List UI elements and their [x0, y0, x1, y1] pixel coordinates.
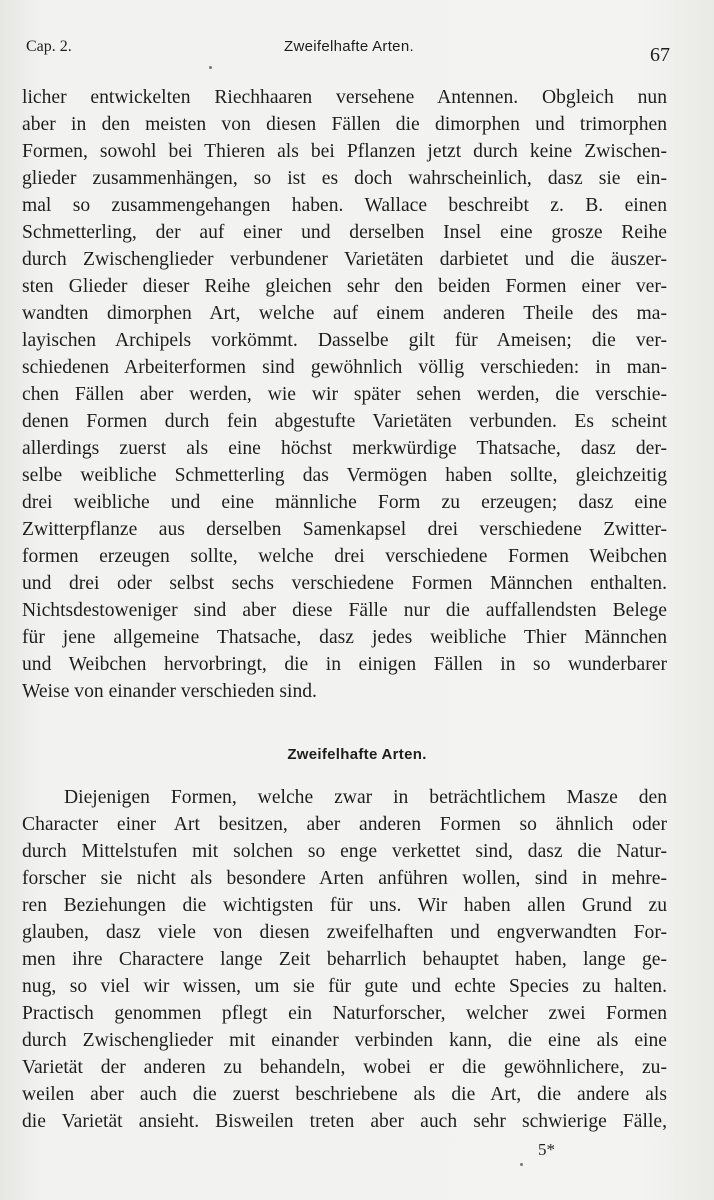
- text-line: Diejenigen Formen, welche zwar in beträchtlichem Masze den: [64, 787, 667, 808]
- paper-speck: [520, 1163, 523, 1166]
- paragraph-2: [22, 784, 667, 1135]
- text-line: glauben, dasz viele von diesen zweifelhaften und engverwandten For-: [22, 922, 667, 943]
- text-line: Practisch genommen pflegt ein Naturforscher, welcher zwei Formen: [22, 1003, 667, 1024]
- text-line: drei weibliche und eine männliche Form zu erzeugen; dasz eine: [22, 492, 667, 513]
- text-line: Schmetterling, der auf einer und derselben Insel eine grosze Reihe: [22, 222, 667, 243]
- text-line: men ihre Charactere lange Zeit beharrlich behauptet haben, lange ge-: [22, 949, 667, 970]
- text-line: layischen Archipels vorkömmt. Dasselbe gilt für Ameisen; die ver-: [22, 330, 667, 351]
- text-line: formen erzeugen sollte, welche drei verschiedene Formen Weibchen: [22, 546, 667, 567]
- paragraph-1: [22, 84, 667, 705]
- text-line: glieder zusammenhängen, so ist es doch wahrscheinlich, dasz sie ein-: [22, 168, 667, 189]
- paper-speck: [209, 66, 212, 69]
- text-line: mal so zusammengehangen haben. Wallace beschreibt z. B. einen: [22, 195, 667, 216]
- section-heading: Zweifelhafte Arten.: [287, 746, 427, 763]
- text-line: Formen, sowohl bei Thieren als bei Pflanzen jetzt durch keine Zwischen-: [22, 141, 667, 162]
- text-line: und drei oder selbst sechs verschiedene Formen Männchen enthalten.: [22, 573, 667, 594]
- text-line: durch Mittelstufen mit solchen so enge verkettet sind, dasz die Natur-: [22, 841, 667, 862]
- text-line: ren Beziehungen die wichtigsten für uns. Wir haben allen Grund zu: [22, 895, 667, 916]
- text-line: und Weibchen hervorbringt, die in einigen Fällen in so wunderbarer: [22, 654, 667, 675]
- text-line: die Varietät ansieht. Bisweilen treten aber auch sehr schwierige Fälle,: [22, 1111, 667, 1132]
- running-header: [22, 38, 670, 68]
- chapter-label: Cap. 2.: [26, 38, 72, 55]
- text-line: wandten dimorphen Art, welche auf einem anderen Theile des ma-: [22, 303, 667, 324]
- text-line: Zwitterpflanze aus derselben Samenkapsel drei verschiedene Zwitter-: [22, 519, 667, 540]
- text-line: licher entwickelten Riechhaaren versehene Antennen. Obgleich nun: [22, 87, 667, 108]
- text-line: Weise von einander verschieden sind.: [22, 681, 317, 702]
- text-line: nug, so viel wir wissen, um sie für gute und echte Species zu halten.: [22, 976, 667, 997]
- text-line: durch Zwischenglieder mit einander verbinden kann, die eine als eine: [22, 1030, 667, 1051]
- text-line: Nichtsdestoweniger sind aber diese Fälle nur die auffallendsten Belege: [22, 600, 667, 621]
- signature-mark: 5*: [538, 1140, 555, 1159]
- text-line: selbe weibliche Schmetterling das Vermögen haben sollte, gleichzeitig: [22, 465, 667, 486]
- text-line: forscher sie nicht als besondere Arten anführen wollen, sind in mehre-: [22, 868, 667, 889]
- text-line: allerdings zuerst als eine höchst merkwürdige Thatsache, dasz der-: [22, 438, 667, 459]
- text-line: für jene allgemeine Thatsache, dasz jedes weibliche Thier Männchen: [22, 627, 667, 648]
- text-line: durch Zwischenglieder verbundener Varietäten darbietet und die äuszer-: [22, 249, 667, 270]
- text-line: denen Formen durch fein abgestufte Varietäten verbunden. Es scheint: [22, 411, 667, 432]
- running-title: Zweifelhafte Arten.: [284, 38, 414, 55]
- text-line: sten Glieder dieser Reihe gleichen sehr den beiden Formen einer ver-: [22, 276, 667, 297]
- page-number: 67: [650, 44, 670, 66]
- text-line: Varietät der anderen zu behandeln, wobei er die gewöhnlichere, zu-: [22, 1057, 667, 1078]
- text-line: Character einer Art besitzen, aber anderen Formen so ähnlich oder: [22, 814, 667, 835]
- text-line: aber in den meisten von diesen Fällen die dimorphen und trimorphen: [22, 114, 667, 135]
- text-line: chen Fällen aber werden, wie wir später sehen werden, die verschie-: [22, 384, 667, 405]
- text-line: weilen aber auch die zuerst beschriebene als die Art, die andere als: [22, 1084, 667, 1105]
- text-line: schiedenen Arbeiterformen sind gewöhnlich völlig verschieden: in man-: [22, 357, 667, 378]
